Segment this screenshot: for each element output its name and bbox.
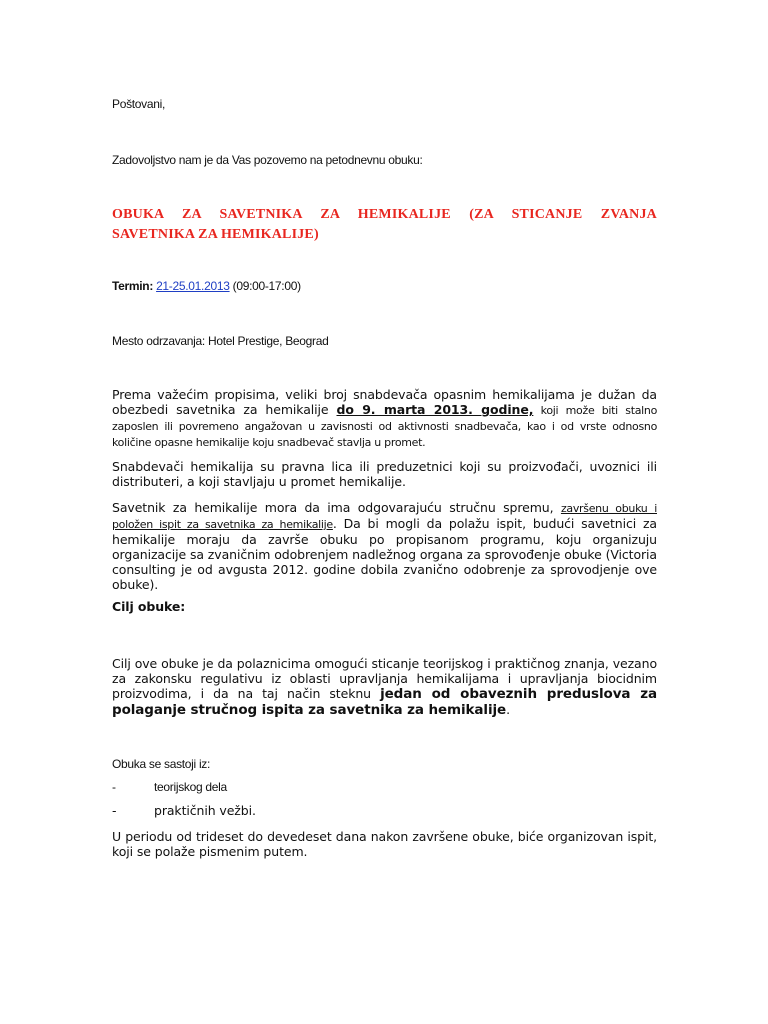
paragraph-goal — [112, 656, 657, 718]
list-item-text: teorijskog dela — [154, 780, 227, 794]
para4-text-a: Cilj ove obuke je da polaznicima omogući sticanje teorijskog i praktičnog znanja, vezano za zakonsku regulativu iz oblasti upravljanja hemikalijama i upravljanja biocidnim proizvodima, i da na taj način steknu — [112, 656, 657, 701]
title-line-2: SAVETNIKA ZA HEMIKALIJE) — [112, 227, 319, 242]
list-dash: - — [112, 803, 117, 818]
paragraph-advisor — [112, 500, 657, 592]
para1-text-a: Prema važećim propisima, veliki broj snabdevača opasnim hemikalijama je dužan da obezbedi savetnika za hemikalije — [112, 387, 657, 417]
underlined-requirement: završenu obuku i položen ispit za savetnika za hemikalije — [112, 502, 657, 531]
paragraph-regulations — [112, 387, 657, 450]
goal-emphasis: jedan od obaveznih preduslova za polaganje stručnog ispita za savetnika za hemikalije — [112, 686, 657, 718]
greeting: Poštovani, — [112, 97, 166, 111]
para4-text-b: . — [506, 702, 510, 717]
paragraph-exam: U periodu od trideset do devedeset dana nakon završene obuke, biće organizovan ispit, koji se polaže pismenim putem. — [112, 829, 657, 859]
term-label: Termin: — [112, 279, 154, 293]
title-line-1: OBUKA ZA SAVETNIKA ZA HEMIKALIJE (ZA STICANJE ZVANJA — [112, 207, 657, 222]
term-date-link[interactable]: 21-25.01.2013 — [156, 279, 230, 293]
list-item-text: praktičnih vežbi. — [154, 803, 256, 818]
term-line — [112, 278, 657, 294]
intro-text: Zadovoljstvo nam je da Vas pozovemo na petodnevnu obuku: — [112, 153, 423, 167]
consists-label: Obuka se sastoji iz: — [112, 757, 211, 771]
deadline-text: do 9. marta 2013. godine, — [336, 402, 534, 417]
list-dash: - — [112, 780, 116, 794]
term-time: (09:00-17:00) — [232, 279, 301, 293]
para1-text-b: koji može biti stalno zaposlen ili povremeno angažovan u zavisnosti od aktivnosti snadbevača, kao i od vrste odnosno količine opasne hemikalije koju snadbevač stavlja u promet. — [112, 404, 658, 449]
para3-text-a: Savetnik za hemikalije mora da ima odgovarajuću stručnu spremu, — [112, 500, 561, 515]
training-title — [112, 205, 657, 245]
venue-text: Mesto odrzavanja: Hotel Prestige, Beograd — [112, 334, 329, 348]
paragraph-suppliers: Snabdevači hemikalija su pravna lica ili preduzetnici koji su proizvođači, uvoznici ili distributeri, a koji stavljaju u promet hemikalije. — [112, 459, 657, 489]
para3-text-b: . Da bi mogli da polažu ispit, budući savetnici za hemikalije moraju da završe obuku po propisanom programu, koju organizuju organizacije sa zvaničnim odobrenjem nadležnog organa za sprovođenje obuke (Victoria consulting je od avgusta 2012. godine dobila zvanično odobrenje za sprovodjenje ove obuke). — [112, 516, 657, 592]
goal-heading: Cilj obuke: — [112, 599, 186, 614]
